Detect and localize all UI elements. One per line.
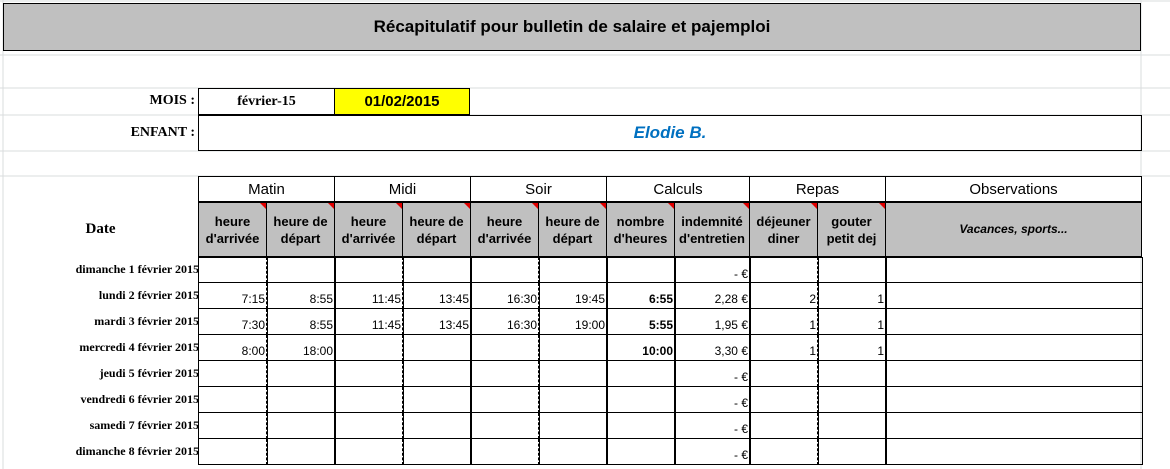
heures-cell[interactable]: 6:55 <box>606 283 676 309</box>
matin-arrivee-cell[interactable] <box>198 361 268 387</box>
header-label: Vacances, sports... <box>959 222 1068 236</box>
heures-cell[interactable] <box>606 439 676 465</box>
header-soir-depart <box>538 202 607 257</box>
gouter-cell[interactable] <box>817 387 887 413</box>
header-label: indemnité d'entretien <box>679 213 745 246</box>
header-soir-arrivee <box>470 202 539 257</box>
matin-arrivee-cell[interactable] <box>198 439 268 465</box>
midi-arrivee-cell[interactable] <box>334 335 404 361</box>
gouter-cell[interactable] <box>817 257 887 283</box>
header-label: gouter petit dej <box>826 213 877 246</box>
mois-label: MOIS : <box>149 93 195 108</box>
table-row <box>0 257 1170 283</box>
matin-depart-cell[interactable] <box>266 387 336 413</box>
midi-arrivee-cell[interactable] <box>334 387 404 413</box>
date-cell[interactable]: dimanche 8 février 2015 <box>75 444 199 458</box>
group-calculs: Calculs <box>606 176 750 202</box>
enfant-value[interactable]: Elodie B. <box>198 115 1142 151</box>
observation-cell[interactable] <box>885 361 1143 387</box>
group-midi: Midi <box>334 176 471 202</box>
soir-arrivee-cell[interactable] <box>470 335 540 361</box>
table-row <box>0 361 1170 387</box>
date-header: Date <box>85 221 116 237</box>
table-row <box>0 387 1170 413</box>
table-row <box>0 439 1170 465</box>
matin-depart-cell[interactable]: 18:00 <box>266 335 336 361</box>
header-label: heure de départ <box>409 213 464 246</box>
matin-depart-cell[interactable]: 8:55 <box>266 309 336 335</box>
indemnite-cell[interactable]: - € <box>674 387 751 413</box>
header-label: heure de départ <box>273 213 328 246</box>
midi-depart-cell[interactable] <box>402 439 472 465</box>
date-cell[interactable]: samedi 7 février 2015 <box>89 418 199 432</box>
soir-depart-cell[interactable] <box>538 257 608 283</box>
soir-depart-cell[interactable]: 19:45 <box>538 283 608 309</box>
midi-arrivee-cell[interactable]: 11:45 <box>334 283 404 309</box>
matin-depart-cell[interactable]: 8:55 <box>266 283 336 309</box>
heures-cell[interactable]: 5:55 <box>606 309 676 335</box>
matin-arrivee-cell[interactable] <box>198 257 268 283</box>
gouter-cell[interactable] <box>817 439 887 465</box>
indemnite-cell[interactable]: - € <box>674 257 751 283</box>
indemnite-cell[interactable]: - € <box>674 413 751 439</box>
midi-arrivee-cell[interactable] <box>334 413 404 439</box>
indemnite-cell[interactable]: 3,30 € <box>674 335 751 361</box>
dejeuner-cell[interactable]: 1 <box>749 309 819 335</box>
matin-arrivee-cell[interactable]: 8:00 <box>198 335 268 361</box>
midi-arrivee-cell[interactable]: 11:45 <box>334 309 404 335</box>
indemnite-cell[interactable]: 2,28 € <box>674 283 751 309</box>
dejeuner-cell[interactable] <box>749 387 819 413</box>
gouter-cell[interactable] <box>817 361 887 387</box>
table-row <box>0 309 1170 335</box>
header-matin-depart <box>266 202 335 257</box>
mois-value[interactable]: février-15 <box>198 88 335 115</box>
header-indemnite <box>674 202 750 257</box>
matin-arrivee-cell[interactable]: 7:30 <box>198 309 268 335</box>
matin-depart-cell[interactable] <box>266 413 336 439</box>
table-row <box>0 335 1170 361</box>
observation-cell[interactable] <box>885 439 1143 465</box>
midi-arrivee-cell[interactable] <box>334 361 404 387</box>
date-cell[interactable]: dimanche 1 février 2015 <box>75 262 199 276</box>
group-soir: Soir <box>470 176 607 202</box>
date-cell[interactable]: vendredi 6 février 2015 <box>80 392 199 406</box>
heures-cell[interactable]: 10:00 <box>606 335 676 361</box>
dejeuner-cell[interactable] <box>749 439 819 465</box>
dejeuner-cell[interactable] <box>749 413 819 439</box>
dejeuner-cell[interactable] <box>749 257 819 283</box>
header-midi-depart <box>402 202 471 257</box>
gouter-cell[interactable] <box>817 413 887 439</box>
midi-depart-cell[interactable] <box>402 387 472 413</box>
header-nombre-heures <box>606 202 675 257</box>
gouter-cell[interactable]: 1 <box>817 335 887 361</box>
observation-cell[interactable] <box>885 335 1143 361</box>
observation-cell[interactable] <box>885 283 1143 309</box>
soir-depart-cell[interactable] <box>538 387 608 413</box>
soir-arrivee-cell[interactable]: 16:30 <box>470 309 540 335</box>
midi-depart-cell[interactable] <box>402 413 472 439</box>
midi-arrivee-cell[interactable] <box>334 257 404 283</box>
observation-cell[interactable] <box>885 309 1143 335</box>
matin-arrivee-cell[interactable] <box>198 387 268 413</box>
soir-depart-cell[interactable] <box>538 361 608 387</box>
soir-arrivee-cell[interactable] <box>470 387 540 413</box>
midi-depart-cell[interactable]: 13:45 <box>402 309 472 335</box>
midi-depart-cell[interactable] <box>402 361 472 387</box>
table-row <box>0 413 1170 439</box>
header-label: heure d'arrivée <box>205 213 260 246</box>
gouter-cell[interactable]: 1 <box>817 309 887 335</box>
heures-cell[interactable] <box>606 387 676 413</box>
heures-cell[interactable] <box>606 361 676 387</box>
date-cell[interactable]: mercredi 4 février 2015 <box>79 340 199 354</box>
soir-arrivee-cell[interactable] <box>470 439 540 465</box>
midi-depart-cell[interactable]: 13:45 <box>402 283 472 309</box>
observation-cell[interactable] <box>885 257 1143 283</box>
header-observations <box>885 202 1142 257</box>
soir-arrivee-cell[interactable] <box>470 257 540 283</box>
dejeuner-cell[interactable] <box>749 361 819 387</box>
heures-cell[interactable] <box>606 413 676 439</box>
date-cell[interactable]: mardi 3 février 2015 <box>94 314 199 328</box>
header-matin-arrivee <box>198 202 267 257</box>
sheet-title: Récapitulatif pour bulletin de salaire et pajemploi <box>3 3 1141 51</box>
gouter-cell[interactable]: 1 <box>817 283 887 309</box>
observation-cell[interactable] <box>885 387 1143 413</box>
heures-cell[interactable] <box>606 257 676 283</box>
matin-depart-cell[interactable] <box>266 361 336 387</box>
soir-depart-cell[interactable] <box>538 413 608 439</box>
matin-arrivee-cell[interactable]: 7:15 <box>198 283 268 309</box>
dejeuner-cell[interactable]: 1 <box>749 335 819 361</box>
observation-cell[interactable] <box>885 413 1143 439</box>
matin-depart-cell[interactable] <box>266 257 336 283</box>
indemnite-cell[interactable]: - € <box>674 361 751 387</box>
indemnite-cell[interactable]: 1,95 € <box>674 309 751 335</box>
enfant-label: ENFANT : <box>130 125 195 140</box>
dejeuner-cell[interactable]: 2 <box>749 283 819 309</box>
header-midi-arrivee <box>334 202 403 257</box>
header-label: heure d'arrivée <box>477 213 532 246</box>
header-dejeuner <box>749 202 818 257</box>
soir-arrivee-cell[interactable]: 16:30 <box>470 283 540 309</box>
soir-depart-cell[interactable] <box>538 439 608 465</box>
header-gouter <box>817 202 886 257</box>
soir-depart-cell[interactable]: 19:00 <box>538 309 608 335</box>
midi-depart-cell[interactable] <box>402 335 472 361</box>
midi-arrivee-cell[interactable] <box>334 439 404 465</box>
soir-depart-cell[interactable] <box>538 335 608 361</box>
group-observations: Observations <box>885 176 1142 202</box>
midi-depart-cell[interactable] <box>402 257 472 283</box>
matin-arrivee-cell[interactable] <box>198 413 268 439</box>
table-row <box>0 283 1170 309</box>
group-matin: Matin <box>198 176 335 202</box>
soir-arrivee-cell[interactable] <box>470 361 540 387</box>
indemnite-cell[interactable]: - € <box>674 439 751 465</box>
soir-arrivee-cell[interactable] <box>470 413 540 439</box>
header-label: nombre d'heures <box>613 213 668 246</box>
header-label: heure de départ <box>545 213 600 246</box>
mois-date[interactable]: 01/02/2015 <box>334 88 470 115</box>
matin-depart-cell[interactable] <box>266 439 336 465</box>
date-cell[interactable]: jeudi 5 février 2015 <box>99 366 199 380</box>
header-label: déjeuner diner <box>756 213 811 246</box>
group-repas: Repas <box>749 176 886 202</box>
date-cell[interactable]: lundi 2 février 2015 <box>98 288 199 302</box>
header-label: heure d'arrivée <box>341 213 396 246</box>
